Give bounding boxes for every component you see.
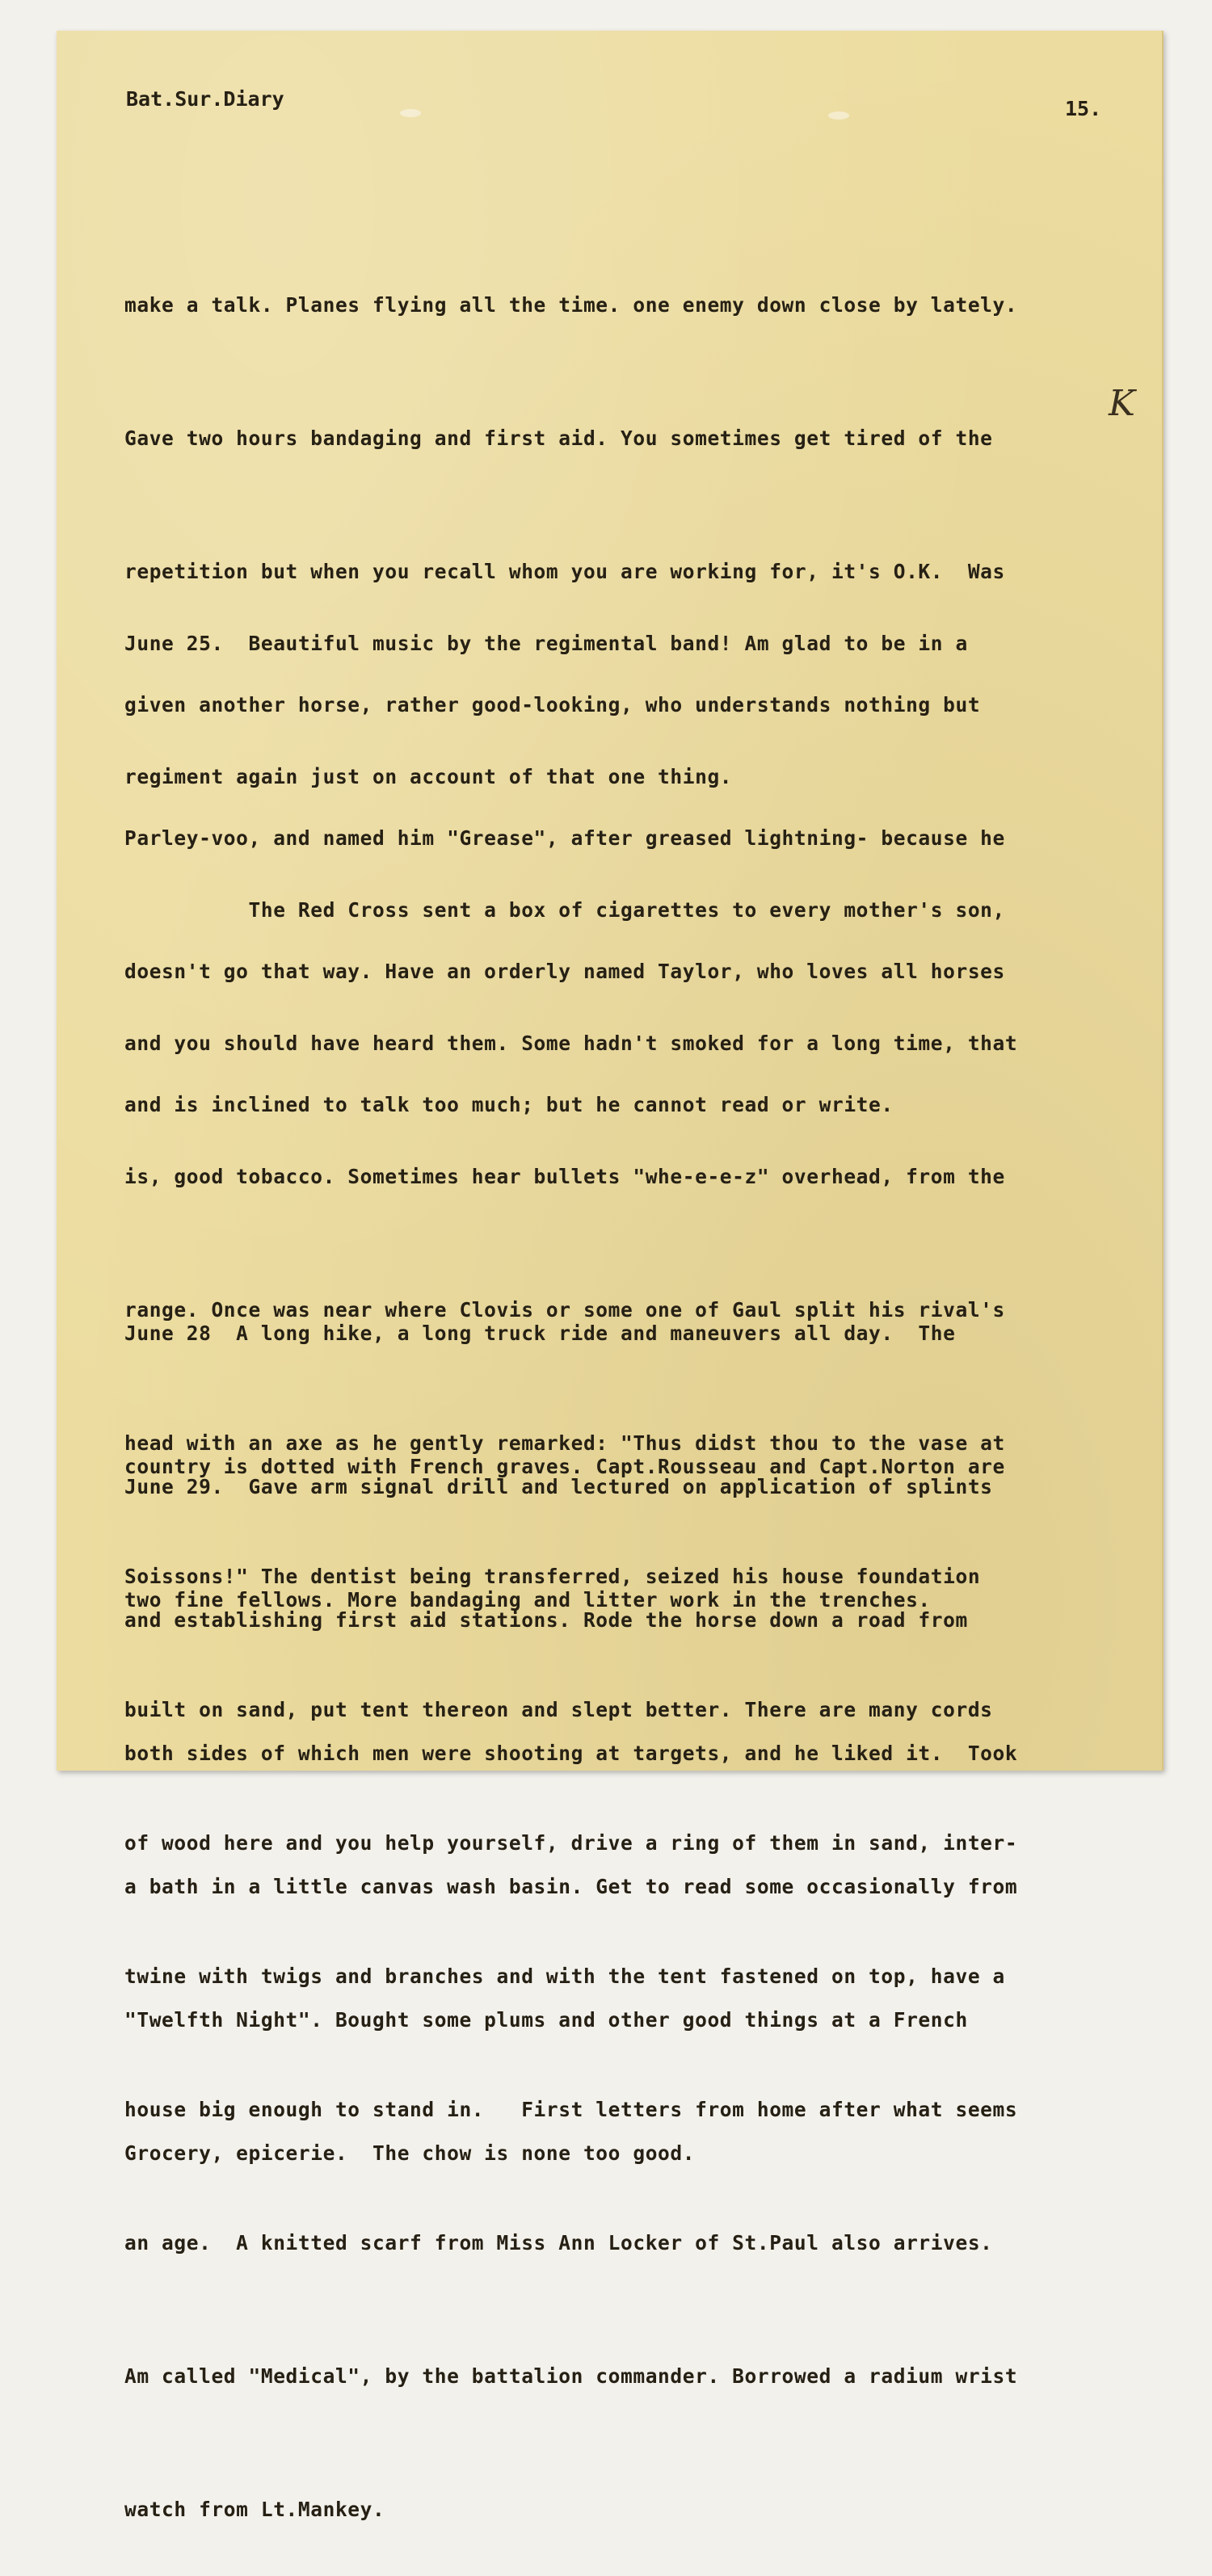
- text-line: a bath in a little canvas wash basin. Get to read some occasionally from: [124, 1875, 1018, 1898]
- text-line: June 29. Gave arm signal drill and lectured on application of splints: [124, 1475, 993, 1498]
- text-line: country is dotted with French graves. Capt.Rousseau and Capt.Norton are: [124, 1455, 1005, 1478]
- text-line: Gave two hours bandaging and first aid. You sometimes get tired of the: [124, 427, 993, 450]
- paper-smudge: [828, 111, 849, 120]
- text-line: an age. A knitted scarf from Miss Ann Locker of St.Paul also arrives.: [124, 2231, 993, 2255]
- text-line: June 25. Beautiful music by the regimental band! Am glad to be in a: [124, 632, 968, 655]
- text-line: watch from Lt.Mankey.: [124, 2498, 385, 2521]
- text-line: of wood here and you help yourself, drive a ring of them in sand, inter-: [124, 1831, 1018, 1855]
- text-line: Grocery, epicerie. The chow is none too good.: [124, 2141, 696, 2165]
- text-line: repetition but when you recall whom you are working for, it's O.K. Was: [124, 560, 1005, 583]
- text-line: Parley-voo, and named him "Grease", after greased lightning- because he: [124, 826, 1005, 850]
- text-line: make a talk. Planes flying all the time. one enemy down close by lately.: [124, 293, 1018, 317]
- text-line: and establishing first aid stations. Rode the horse down a road from: [124, 1608, 968, 1632]
- text-line: given another horse, rather good-looking, who understands nothing but: [124, 693, 981, 716]
- text-line: and is inclined to talk too much; but he cannot read or write.: [124, 1093, 894, 1116]
- text-line: both sides of which men were shooting at targets, and he liked it. Took: [124, 1742, 1018, 1765]
- text-line: is, good tobacco. Sometimes hear bullets "whe-e-e-z" overhead, from the: [124, 1165, 1005, 1188]
- text-line: Am called "Medical", by the battalion commander. Borrowed a radium wrist: [124, 2364, 1018, 2388]
- document-header: Bat.Sur.Diary: [126, 87, 284, 111]
- diary-entry-june-29: [124, 1376, 1094, 2220]
- text-line: range. Once was near where Clovis or some one of Gaul split his rival's: [124, 1298, 1005, 1322]
- text-line: two fine fellows. More bandaging and litter work in the trenches.: [124, 1588, 931, 1612]
- text-line: house big enough to stand in. First letters from home after what seems: [124, 2098, 1018, 2121]
- text-line: regiment again just on account of that one thing.: [124, 765, 733, 788]
- text-line: "Twelfth Night". Bought some plums and other good things at a French: [124, 2008, 968, 2032]
- text-line: June 28 A long hike, a long truck ride and maneuvers all day. The: [124, 1322, 956, 1345]
- text-line: Soissons!" The dentist being transferred, seized his house foundation: [124, 1565, 981, 1588]
- text-line: doesn't go that way. Have an orderly named Taylor, who loves all horses: [124, 960, 1005, 983]
- margin-annotation: K: [1109, 383, 1135, 424]
- paper-smudge: [400, 109, 421, 117]
- text-line: twine with twigs and branches and with the tent fastened on top, have a: [124, 1965, 1005, 1988]
- text-line: The Red Cross sent a box of cigarettes to every mother's son,: [124, 898, 1005, 922]
- text-line: head with an axe as he gently remarked: "Thus didst thou to the vase at: [124, 1431, 1005, 1455]
- page-number: 15.: [1065, 97, 1102, 120]
- text-line: and you should have heard them. Some hadn't smoked for a long time, that: [124, 1032, 1018, 1055]
- text-line: built on sand, put tent thereon and slept better. There are many cords: [124, 1698, 993, 1721]
